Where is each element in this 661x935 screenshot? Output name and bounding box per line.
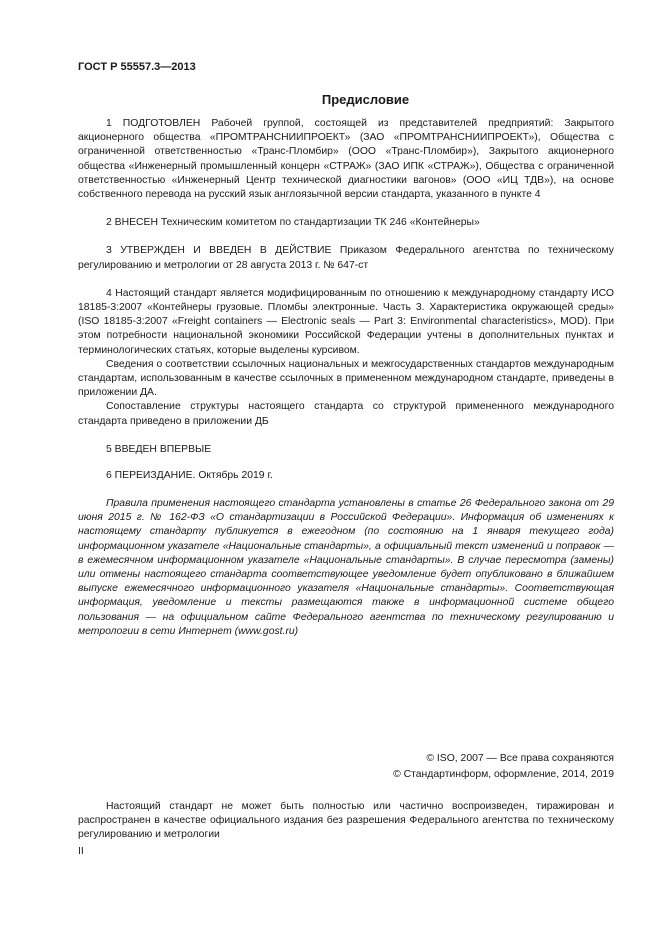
copyright-standartinform: © Стандартинформ, оформление, 2014, 2019: [393, 769, 614, 780]
preface-item-4-references: Сведения о соответствии ссылочных национальных и межгосударственных стандартов международным стандартам, использованным в качестве ссылочных в примененном международном стандарте, приведены в приложении ДА.: [78, 358, 614, 399]
preface-item-2: 2 ВНЕСЕН Техническим комитетом по стандартизации ТК 246 «Контейнеры»: [106, 217, 480, 229]
preface-item-5: 5 ВВЕДЕН ВПЕРВЫЕ: [106, 443, 212, 455]
application-notice: Правила применения настоящего стандарта установлены в статье 26 Федерального закона от 29 июня 2015 г. № 162-ФЗ «О стандартизации в Российской Федерации». Информация об изменениях к настоящему стандарту публикуется в ежегодном (по состоянию на 1 января текущего года) информационном указателе «Национальные стандарты», а официальный текст изменений и поправок — в ежемесячном информационном указателе «Национальные стандарты». В случае пересмотра (замены) или отмены настоящего стандарта соответствующее уведомление будет опубликовано в ближайшем выпуске ежемесячного информационного указателя «Национальные стандарты». Соответствующая информация, уведомление и тексты размещаются также в информационной системе общего пользования — на официальном сайте Федерального агентства по техническому регулированию и метрологии в сети Интернет (www.gost.ru): [78, 498, 614, 637]
preface-body: [78, 117, 614, 483]
preface-item-1: 1 ПОДГОТОВЛЕН Рабочей группой, состоящей из представителей предприятий: Закрытого акционерного общества «ПРОМТРАНСНИИПРОЕКТ» (ЗАО «ПРОМТРАНСНИИПРОЕКТ»), Общества с ограниченной ответственностью «Транс-Пломбир» (ООО «Транс-Пломбир»), Закрытого акционерного общества «Инженерный промышленный концерн «СТРАЖ» (ЗАО ИПК «СТРАЖ»), Общества с ограниченной ответственностью «Инженерный Центр технической диагностики вагонов» (ООО «ИЦ ТДВ»), на основе собственного перевода на русский язык англоязычной версии стандарта, указанного в пункте 4: [78, 118, 614, 201]
preface-title: Предисловие: [321, 92, 410, 107]
reproduction-notice: Настоящий стандарт не может быть полностью или частично воспроизведен, тиражирован и распространен в качестве официального издания без разрешения Федерального агентства по техническому регулированию и метрологии: [78, 801, 614, 841]
document-code: ГОСТ Р 55557.3—2013: [78, 61, 196, 73]
copyright-block: [393, 751, 614, 783]
preface-item-3: 3 УТВЕРЖДЕН И ВВЕДЕН В ДЕЙСТВИЕ Приказом Федерального агентства по техническому регулированию и метрологии от 28 августа 2013 г. № 647-ст: [78, 245, 614, 271]
preface-item-6: 6 ПЕРЕИЗДАНИЕ. Октябрь 2019 г.: [106, 470, 273, 482]
page-number: II: [78, 846, 84, 857]
preface-item-4-structure: Сопоставление структуры настоящего стандарта со структурой примененного международного стандарта приведено в приложении ДБ: [78, 401, 614, 427]
preface-item-4: 4 Настоящий стандарт является модифицированным по отношению к международному стандарту ИСО 18185-3:2007 «Контейнеры грузовые. Пломбы электронные. Часть 3. Характеристика окружающей среды» (ISO 18185-3:2007 «Freight containers — Electronic seals — Part 3: Environmental characteristics», MOD). При этом потребности национальной экономики Российской Федерации учтены в дополнительных пунктах и терминологических статьях, которые выделены курсивом.: [78, 287, 614, 356]
copyright-iso: © ISO, 2007 — Все права сохраняются: [426, 753, 614, 764]
